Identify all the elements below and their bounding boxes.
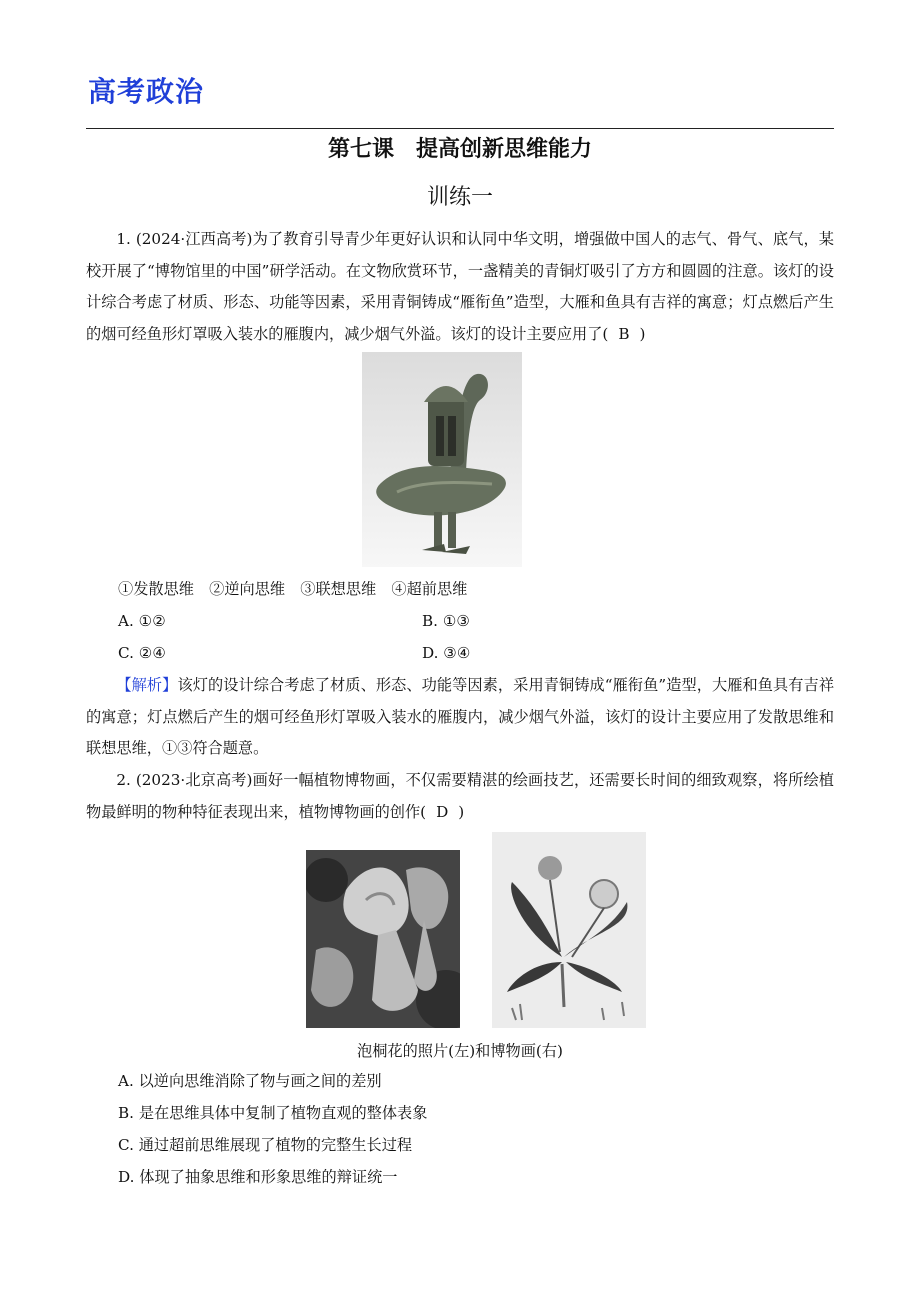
question-1-option-d[interactable]: D. ③④ bbox=[422, 644, 471, 662]
question-1-answer: B bbox=[618, 324, 630, 343]
question-1-analysis bbox=[86, 670, 834, 765]
analysis-tag: 【解析】 bbox=[116, 676, 178, 694]
question-2-option-d[interactable]: D. 体现了抽象思维和形象思维的辩证统一 bbox=[118, 1168, 398, 1186]
question-1-option-b[interactable]: B. ①③ bbox=[422, 612, 471, 630]
exercise-subtitle: 训练一 bbox=[426, 185, 493, 210]
lesson-title: 第七课 提高创新思维能力 bbox=[327, 137, 592, 162]
question-1-stem bbox=[86, 224, 834, 350]
brand-title: 高考政治 bbox=[88, 75, 205, 108]
question-2-stem bbox=[86, 765, 834, 828]
header-divider bbox=[86, 128, 834, 129]
question-1-text: 1. (2024·江西高考)为了教育引导青少年更好认识和认同中华文明，增强做中国人的志气、骨气、底气，某校开展了“博物馆里的中国”研学活动。在文物欣赏环节，一盏精美的青铜灯吸引了方方和圆圆的注意。该灯的设计综合考虑了材质、形态、功能等因素，采用青铜铸成“雁衔鱼”造型，大雁和鱼具有吉祥的寓意；灯点燃后产生的烟可经鱼形灯罩吸入装水的雁腹内，减少烟气外溢。该灯的设计主要应用了( bbox=[86, 230, 834, 343]
question-2-text: 2. (2023·北京高考)画好一幅植物博物画，不仅需要精湛的绘画技艺，还需要长时间的细致观察，将所绘植物最鲜明的物种特征表现出来，植物博物画的创作( bbox=[86, 771, 834, 821]
question-2-option-b[interactable]: B. 是在思维具体中复制了植物直观的整体表象 bbox=[118, 1104, 428, 1122]
question-2-option-c[interactable]: C. 通过超前思维展现了植物的完整生长过程 bbox=[118, 1136, 413, 1154]
paulownia-photo bbox=[306, 850, 460, 1028]
question-2-close: ) bbox=[458, 802, 465, 821]
analysis-text: 该灯的设计综合考虑了材质、形态、功能等因素，采用青铜铸成“雁衔鱼”造型，大雁和鱼具有吉祥的寓意；灯点燃后产生的烟可经鱼形灯罩吸入装水的雁腹内，减少烟气外溢，该灯的设计主要应用了发散思维和联想思维，①③符合题意。 bbox=[86, 676, 835, 757]
question-1-close: ) bbox=[639, 324, 646, 343]
question-2-option-a[interactable]: A. 以逆向思维消除了物与画之间的差别 bbox=[118, 1072, 382, 1090]
question-1-option-c[interactable]: C. ②④ bbox=[118, 644, 166, 662]
figure-caption: 泡桐花的照片(左)和博物画(右) bbox=[357, 1042, 563, 1060]
question-1-items: ①发散思维 ②逆向思维 ③联想思维 ④超前思维 bbox=[118, 580, 468, 598]
question-1-option-a[interactable]: A. ①② bbox=[118, 612, 166, 630]
question-2-answer: D bbox=[436, 802, 449, 821]
botanical-illustration bbox=[492, 832, 646, 1028]
bronze-lamp-image bbox=[362, 352, 522, 567]
